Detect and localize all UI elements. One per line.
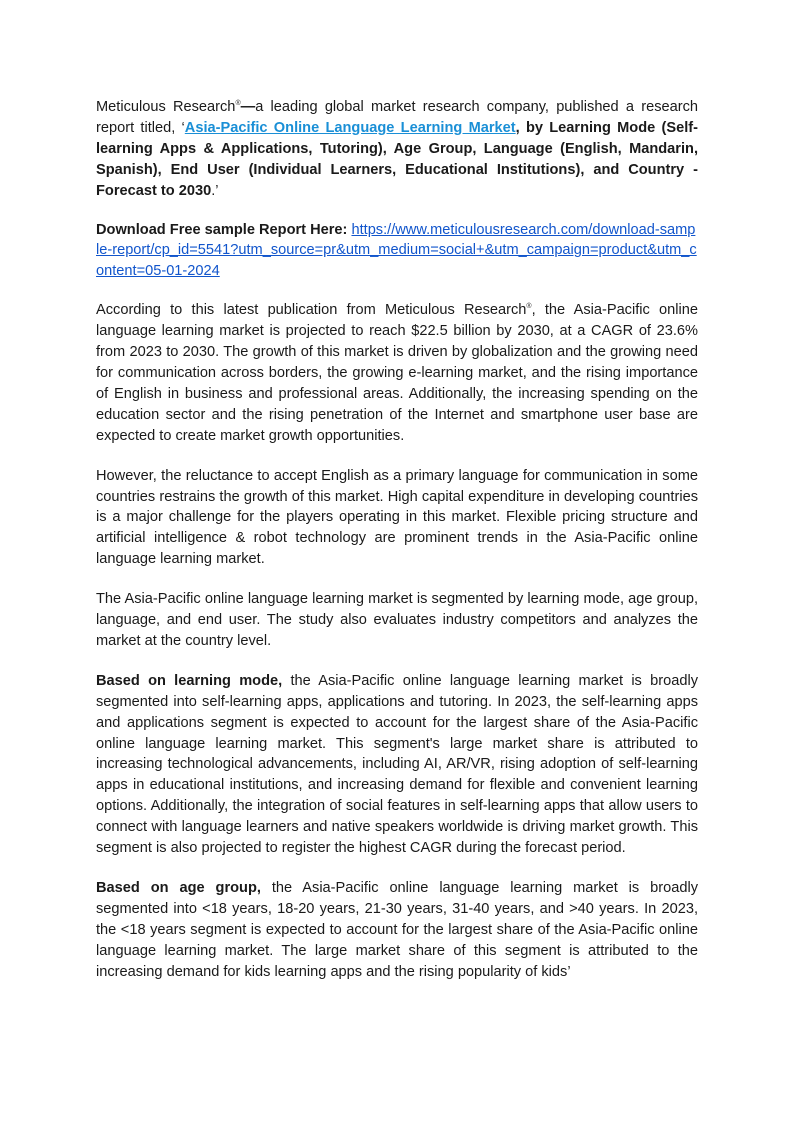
learning-mode-text: the Asia-Pacific online language learning market is broadly segmented into self-learning apps, applications and tutoring. In 2023, the self-learning apps and applications segment is expected to account for the largest share of the Asia-Pacific online language learning market. This segment's large market share is attributed to increasing technological advancements, including AI, AR/VR, rising adoption of self-learning apps in educational institutions, and increasing demand for flexible and convenient learning options. Additionally, the integration of social features in self-learning apps that allow users to connect with language learners and native speakers worldwide is driving market growth. This segment is also projected to register the highest CAGR during the forecast period. xyxy=(96,672,698,857)
download-sample-link[interactable]: https://www.meticulousresearch.com/download-sample-report/cp_id=5541?utm_source=pr&utm_medium=social+&utm_campaign=product&utm_content=05-01-2024 xyxy=(96,221,697,280)
age-group-text: the Asia-Pacific online language learning market is broadly segmented into <18 years, 18-20 years, 21-30 years, 31-40 years, and >40 years. In 2023, the <18 years segment is expected to account for the largest share of the Asia-Pacific online language learning market. The large market share of this segment is attributed to the increasing demand for kids learning apps and the rising popularity of kids’ xyxy=(96,880,698,980)
download-paragraph xyxy=(96,220,698,283)
company-name: Meticulous Research xyxy=(96,99,236,115)
segmentation-paragraph: The Asia-Pacific online language learning market is segmented by learning mode, age group, language, and end user. The study also evaluates industry competitors and analyzes the market at the country level. xyxy=(96,591,698,649)
document-body xyxy=(96,97,698,983)
intro-paragraph xyxy=(96,97,698,202)
age-group-label: Based on age group, xyxy=(96,880,261,896)
download-label: Download Free sample Report Here: xyxy=(96,221,348,238)
learning-mode-label: Based on learning mode, xyxy=(96,672,283,689)
forecast-text-start: According to this latest publication from Meticulous Research xyxy=(96,302,527,319)
report-title-rest: , by Learning Mode (Self-learning Apps & Applications, Tutoring), Age Group, Language (English, Mandarin, Spanish), End User (Individual Learners, Educational Institutions), and Country - Forecast to 2030 xyxy=(96,119,699,199)
registered-mark: ® xyxy=(526,303,532,311)
report-title-link[interactable]: Asia-Pacific Online Language Learning Market xyxy=(184,119,516,136)
restraints-paragraph: However, the reluctance to accept English as a primary language for communication in some countries restrains the growth of this market. High capital expenditure in developing countries is a major challenge for the players operating in this market. Flexible pricing structure and artificial intelligence & robot technology are prominent trends in the Asia-Pacific online language learning market. xyxy=(96,467,698,568)
forecast-paragraph xyxy=(96,300,698,446)
em-dash: — xyxy=(240,99,256,115)
intro-close: .’ xyxy=(211,182,219,199)
learning-mode-paragraph xyxy=(96,671,698,859)
registered-mark: ® xyxy=(235,100,241,107)
age-group-paragraph xyxy=(96,878,698,983)
forecast-text-rest: , the Asia-Pacific online language learning market is projected to reach $22.5 billion by 2030, at a CAGR of 23.6% from 2023 to 2030. The growth of this market is driven by globalization and the growing need for communication across borders, the growing e-learning market, and the rising importance of English in business and professional areas. Additionally, the increasing spending on the education sector and the rising penetration of the Internet and smartphone user base are expected to create market growth opportunities. xyxy=(96,302,698,444)
intro-lead-text: a leading global market research company, published a research report titled, ‘ xyxy=(96,99,698,136)
